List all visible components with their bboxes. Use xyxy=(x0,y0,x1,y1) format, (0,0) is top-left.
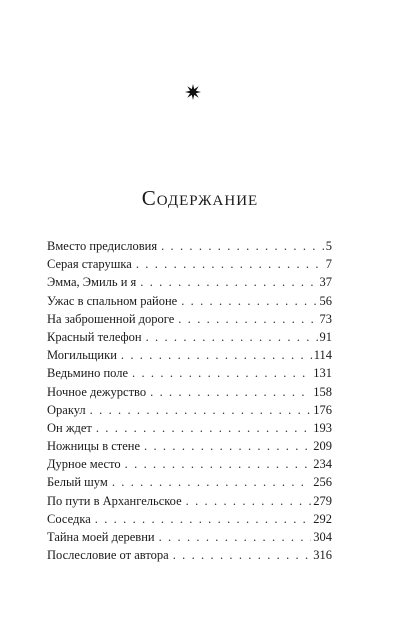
toc-entry[interactable] xyxy=(47,437,332,455)
dot-leader xyxy=(144,437,311,455)
toc-entry-title: Ножницы в стене xyxy=(47,439,141,454)
toc-entry-page: 73 xyxy=(319,311,332,326)
toc-entry-page: 91 xyxy=(319,329,332,344)
dot-leader xyxy=(181,292,317,310)
toc-entry[interactable] xyxy=(47,273,332,291)
dot-leader xyxy=(178,310,317,328)
toc-entry[interactable] xyxy=(47,255,332,273)
toc-entry-page: 37 xyxy=(319,275,332,290)
toc-entry-title: По пути в Архангельское xyxy=(47,493,182,508)
toc-entry-page: 316 xyxy=(313,548,332,563)
dot-leader xyxy=(96,419,311,437)
toc-entry-page: 304 xyxy=(313,530,332,544)
toc-entry-title: Соседка xyxy=(47,511,91,526)
toc-entry-page: 209 xyxy=(313,439,332,454)
toc-entry-page: 234 xyxy=(313,457,332,472)
toc-entry-page: 114 xyxy=(313,348,332,363)
toc-entry[interactable] xyxy=(47,346,332,364)
toc-entry[interactable] xyxy=(47,328,332,346)
toc-entry[interactable] xyxy=(47,237,332,255)
toc-entry-page: 56 xyxy=(319,293,332,308)
toc-entry-page: 193 xyxy=(313,420,332,435)
toc-entry-title: Красный телефон xyxy=(47,329,142,344)
toc-entry-page: 5 xyxy=(325,239,332,253)
toc-entry[interactable] xyxy=(47,383,332,401)
toc-entry[interactable] xyxy=(47,510,332,528)
toc-entry-title: Вместо предисловия xyxy=(47,239,158,253)
toc-entry-page: 7 xyxy=(325,257,332,272)
toc-entry-title: Эмма, Эмиль и я xyxy=(47,275,137,290)
dot-leader xyxy=(95,510,311,528)
dot-leader xyxy=(136,255,324,273)
toc-entry-page: 279 xyxy=(313,493,332,508)
toc-entry-title: Он ждет xyxy=(47,420,92,435)
dot-leader xyxy=(90,401,312,419)
toc-entry-title: Дурное место xyxy=(47,457,121,472)
toc-entry-title: Серая старушка xyxy=(47,257,132,272)
toc-entry-title: Оракул xyxy=(47,402,86,417)
toc-entry-title: Белый шум xyxy=(47,475,108,490)
dot-leader xyxy=(112,473,311,491)
toc-entry-title: Тайна моей деревни xyxy=(47,530,155,544)
toc-entry-title: Ночное дежурство xyxy=(47,384,147,399)
dot-leader xyxy=(125,455,312,473)
toc-entry[interactable] xyxy=(47,292,332,310)
dot-leader xyxy=(121,346,312,364)
dot-leader xyxy=(186,492,312,510)
contents-title: Содержание xyxy=(141,186,259,210)
toc-entry[interactable] xyxy=(47,492,332,510)
toc-entry-page: 158 xyxy=(313,384,332,399)
eight-pointed-star-icon xyxy=(185,84,201,100)
toc-entry-page: 176 xyxy=(313,402,332,417)
dot-leader xyxy=(132,364,311,382)
toc-entry[interactable] xyxy=(47,364,332,382)
toc-entry-title: Могильщики xyxy=(47,348,117,363)
toc-entry-page: 256 xyxy=(313,475,332,490)
toc-entry[interactable] xyxy=(47,546,332,564)
toc-entry[interactable] xyxy=(47,528,332,546)
dot-leader xyxy=(159,528,312,546)
toc-entry[interactable] xyxy=(47,310,332,328)
dot-leader xyxy=(146,328,318,346)
table-of-contents xyxy=(47,237,332,564)
toc-entry-page: 292 xyxy=(313,511,332,526)
toc-entry[interactable] xyxy=(47,401,332,419)
toc-entry[interactable] xyxy=(47,455,332,473)
toc-entry[interactable] xyxy=(47,473,332,491)
dot-leader xyxy=(161,237,324,255)
toc-entry-page: 131 xyxy=(313,366,332,381)
dot-leader xyxy=(173,546,312,564)
toc-entry[interactable] xyxy=(47,419,332,437)
dot-leader xyxy=(140,273,317,291)
toc-entry-title: Послесловие от автора xyxy=(47,548,169,563)
toc-entry-title: На заброшенной дороге xyxy=(47,311,175,326)
dot-leader xyxy=(150,383,311,401)
toc-entry-title: Ведьмино поле xyxy=(47,366,129,381)
toc-entry-title: Ужас в спальном районе xyxy=(47,293,178,308)
